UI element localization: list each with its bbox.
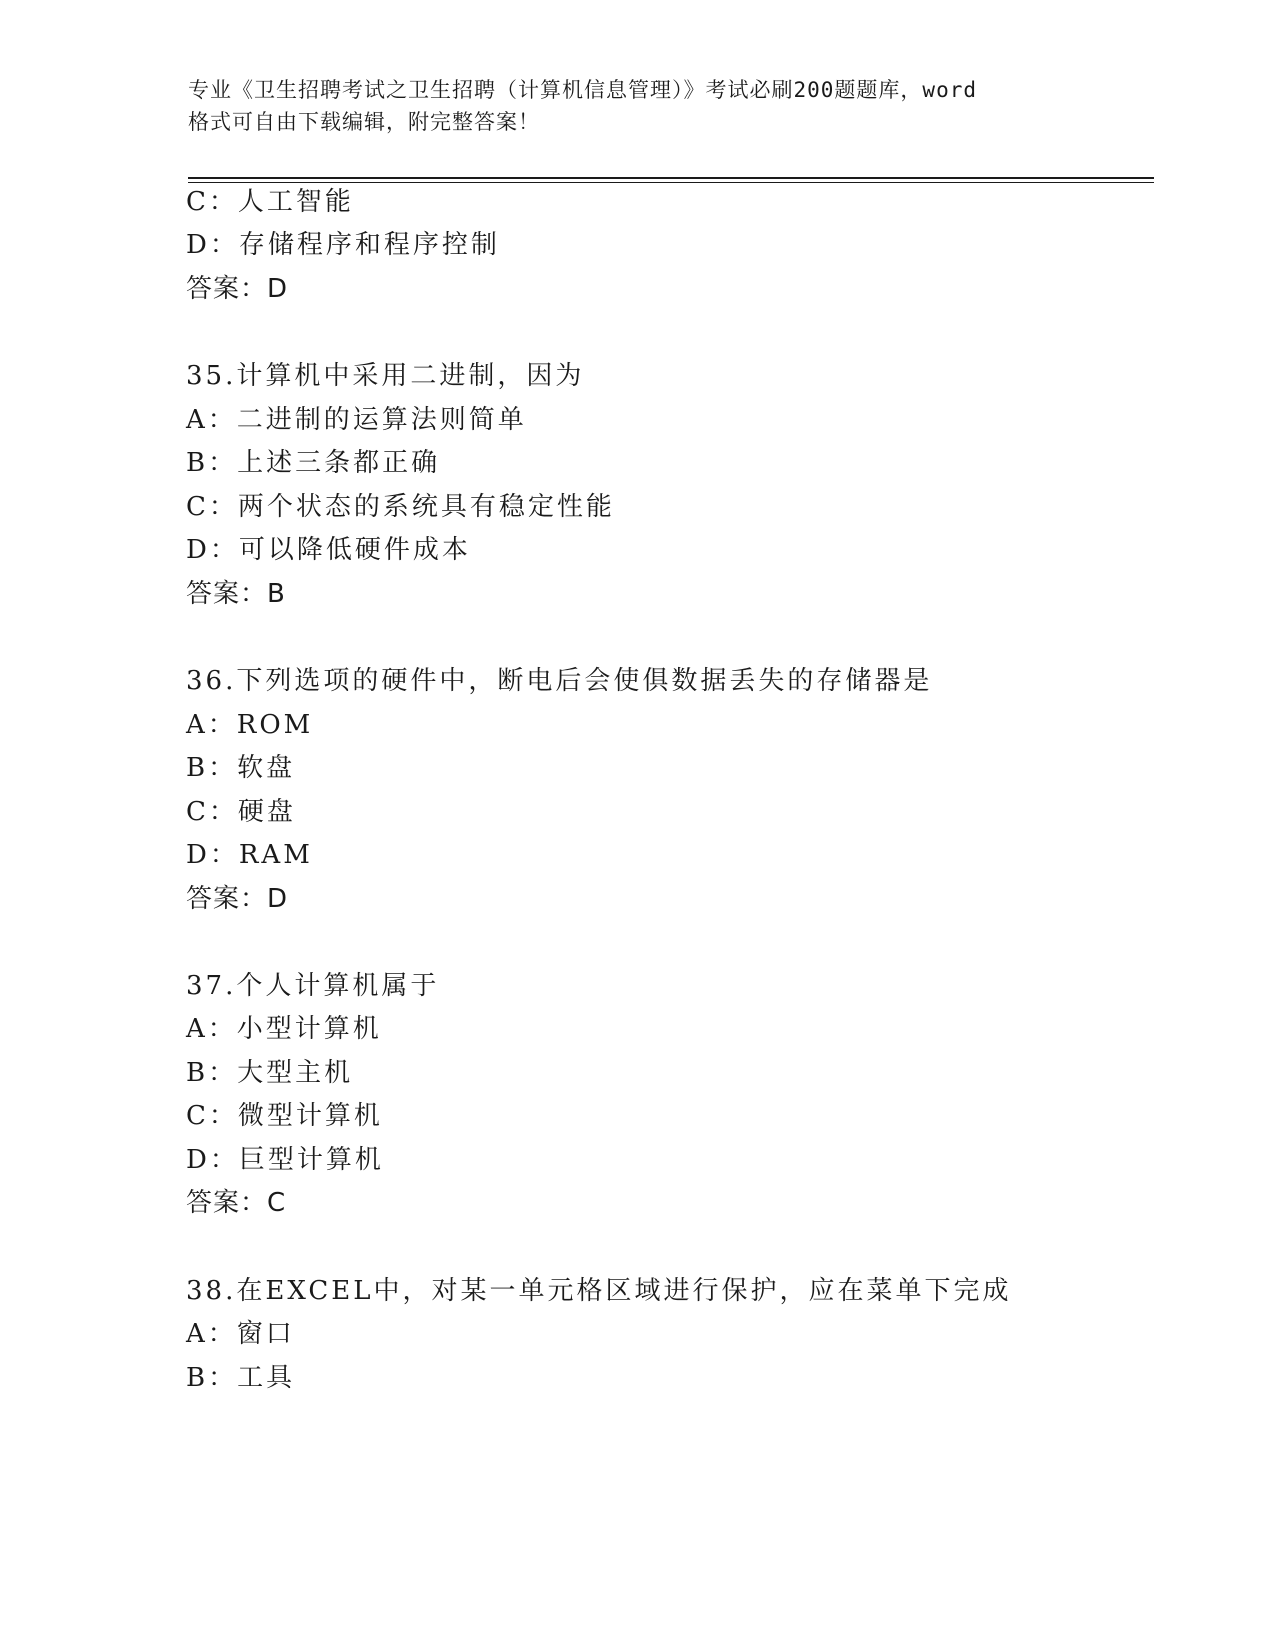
q36-stem: 36.下列选项的硬件中，断电后会使俱数据丢失的存储器是: [186, 666, 933, 696]
header-divider-thin: [188, 182, 1154, 183]
q38-option-a: A：窗口: [186, 1319, 295, 1349]
q37-option-b: B：大型主机: [186, 1058, 354, 1088]
q37-option-c: C：微型计算机: [186, 1101, 383, 1131]
q35-stem: 35.计算机中采用二进制，因为: [186, 361, 585, 391]
q36-option-a: A：ROM: [186, 710, 314, 740]
prev-option-c: C：人工智能: [186, 187, 354, 217]
q38-stem: 38.在EXCEL中，对某一单元格区域进行保护，应在菜单下完成: [186, 1276, 1012, 1306]
q37-stem: 37.个人计算机属于: [186, 971, 440, 1001]
document-header: [188, 74, 1088, 138]
q36-option-c: C：硬盘: [186, 797, 296, 827]
q35-option-c: C：两个状态的系统具有稳定性能: [186, 492, 615, 522]
q36-answer: 答案：D: [186, 884, 289, 914]
q35-answer: 答案：B: [186, 579, 286, 609]
header-title-line-1: 专业《卫生招聘考试之卫生招聘（计算机信息管理）》考试必刷200题题库，word: [188, 78, 977, 102]
q36-option-b: B：软盘: [186, 753, 296, 783]
q37-option-d: D：巨型计算机: [186, 1145, 384, 1175]
prev-option-d: D：存储程序和程序控制: [186, 230, 500, 260]
header-title-line-2: 格式可自由下载编辑，附完整答案！: [188, 110, 540, 134]
prev-answer: 答案：D: [186, 274, 289, 304]
header-divider-thick: [188, 177, 1154, 179]
q38-option-b: B：工具: [186, 1363, 296, 1393]
q37-answer: 答案：C: [186, 1188, 287, 1218]
q37-option-a: A：小型计算机: [186, 1014, 382, 1044]
q35-option-b: B：上述三条都正确: [186, 448, 441, 478]
q35-option-a: A：二进制的运算法则简单: [186, 405, 527, 435]
q36-option-d: D：RAM: [186, 840, 313, 870]
q35-option-d: D：可以降低硬件成本: [186, 535, 471, 565]
